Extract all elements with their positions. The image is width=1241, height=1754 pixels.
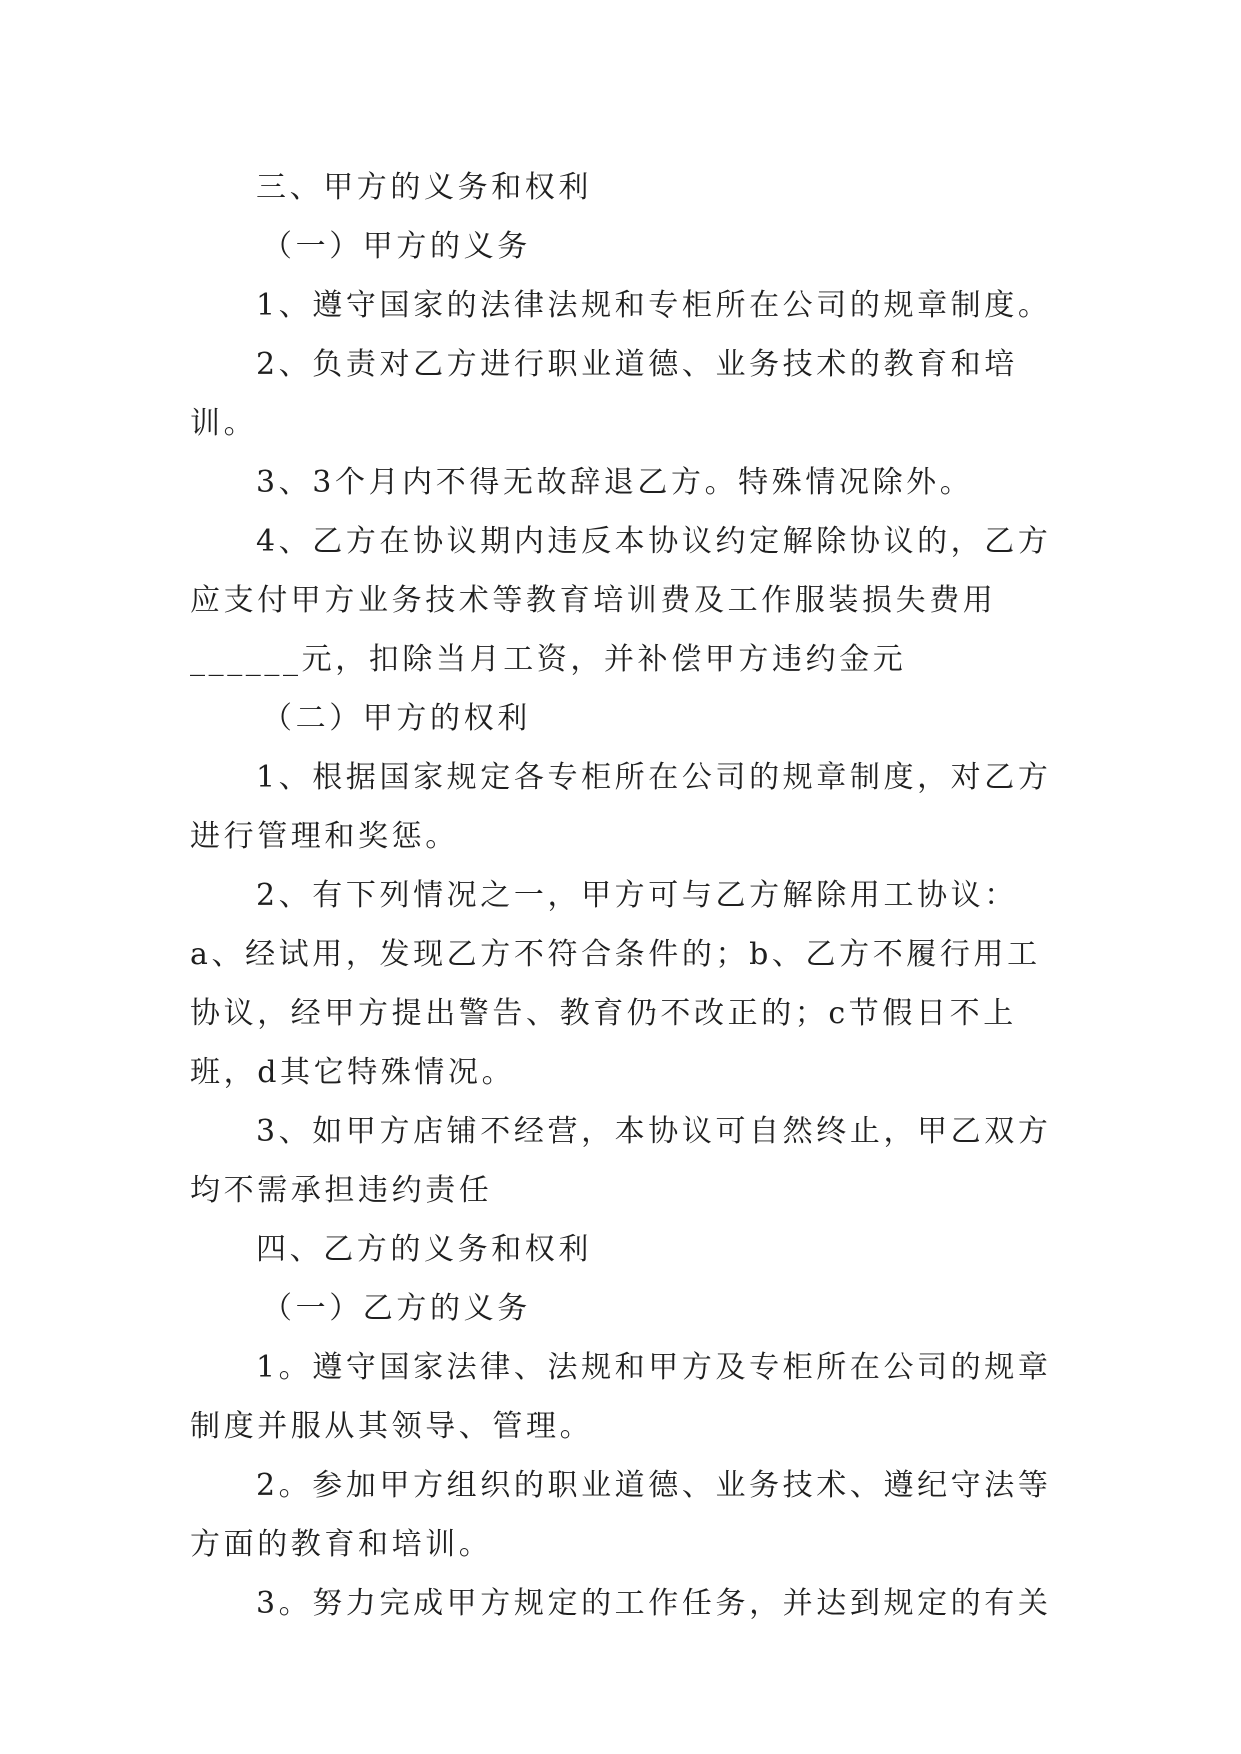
clause-a-right-1 — [190, 748, 1054, 866]
paragraph-text: 2、负责对乙方进行职业道德、业务技术的教育和培训。 — [190, 347, 1018, 441]
clause-a-obligation-3 — [190, 453, 1054, 512]
subsection-heading-party-a-rights — [190, 689, 1054, 748]
clause-b-obligation-1 — [190, 1338, 1054, 1456]
section-heading-3 — [190, 158, 1054, 217]
paragraph-text: 1、遵守国家的法律法规和专柜所在公司的规章制度。 — [256, 288, 1052, 323]
paragraph-text: 3、3个月内不得无故辞退乙方。特殊情况除外。 — [256, 465, 974, 500]
clause-a-obligation-2 — [190, 335, 1054, 453]
clause-a-right-2 — [190, 866, 1054, 1102]
paragraph-text: 3。努力完成甲方规定的工作任务，并达到规定的有关 — [256, 1586, 1052, 1621]
paragraph-text: （二）甲方的权利 — [262, 701, 531, 736]
paragraph-text: 三、甲方的义务和权利 — [256, 170, 592, 205]
paragraph-text: 1。遵守国家法律、法规和甲方及专柜所在公司的规章制度并服从其领导、管理。 — [190, 1350, 1052, 1444]
paragraph-text: （一）乙方的义务 — [262, 1291, 531, 1326]
paragraph-text: 3、如甲方店铺不经营，本协议可自然终止，甲乙双方均不需承担违约责任 — [190, 1114, 1052, 1208]
clause-a-right-3 — [190, 1102, 1054, 1220]
paragraph-text: （一）甲方的义务 — [262, 229, 531, 264]
paragraph-text: 四、乙方的义务和权利 — [256, 1232, 592, 1267]
paragraph-text: 2。参加甲方组织的职业道德、业务技术、遵纪守法等方面的教育和培训。 — [190, 1468, 1052, 1562]
subsection-heading-party-a-obligations — [190, 217, 1054, 276]
clause-b-obligation-2 — [190, 1456, 1054, 1574]
clause-a-obligation-1 — [190, 276, 1054, 335]
paragraph-text: 4、乙方在协议期内违反本协议约定解除协议的，乙方应支付甲方业务技术等教育培训费及工作服装损失费用______元，扣除当月工资，并补偿甲方违约金元 — [190, 524, 1052, 677]
clause-a-obligation-4 — [190, 512, 1054, 689]
subsection-heading-party-b-obligations — [190, 1279, 1054, 1338]
section-heading-4 — [190, 1220, 1054, 1279]
paragraph-text: 2、有下列情况之一，甲方可与乙方解除用工协议：a、经试用，发现乙方不符合条件的；b、乙方不履行用工协议，经甲方提出警告、教育仍不改正的；c节假日不上班，d其它特殊情况。 — [190, 878, 1041, 1090]
clause-b-obligation-3 — [190, 1574, 1054, 1633]
paragraph-text: 1、根据国家规定各专柜所在公司的规章制度，对乙方进行管理和奖惩。 — [190, 760, 1052, 854]
document-body — [190, 158, 1054, 1633]
